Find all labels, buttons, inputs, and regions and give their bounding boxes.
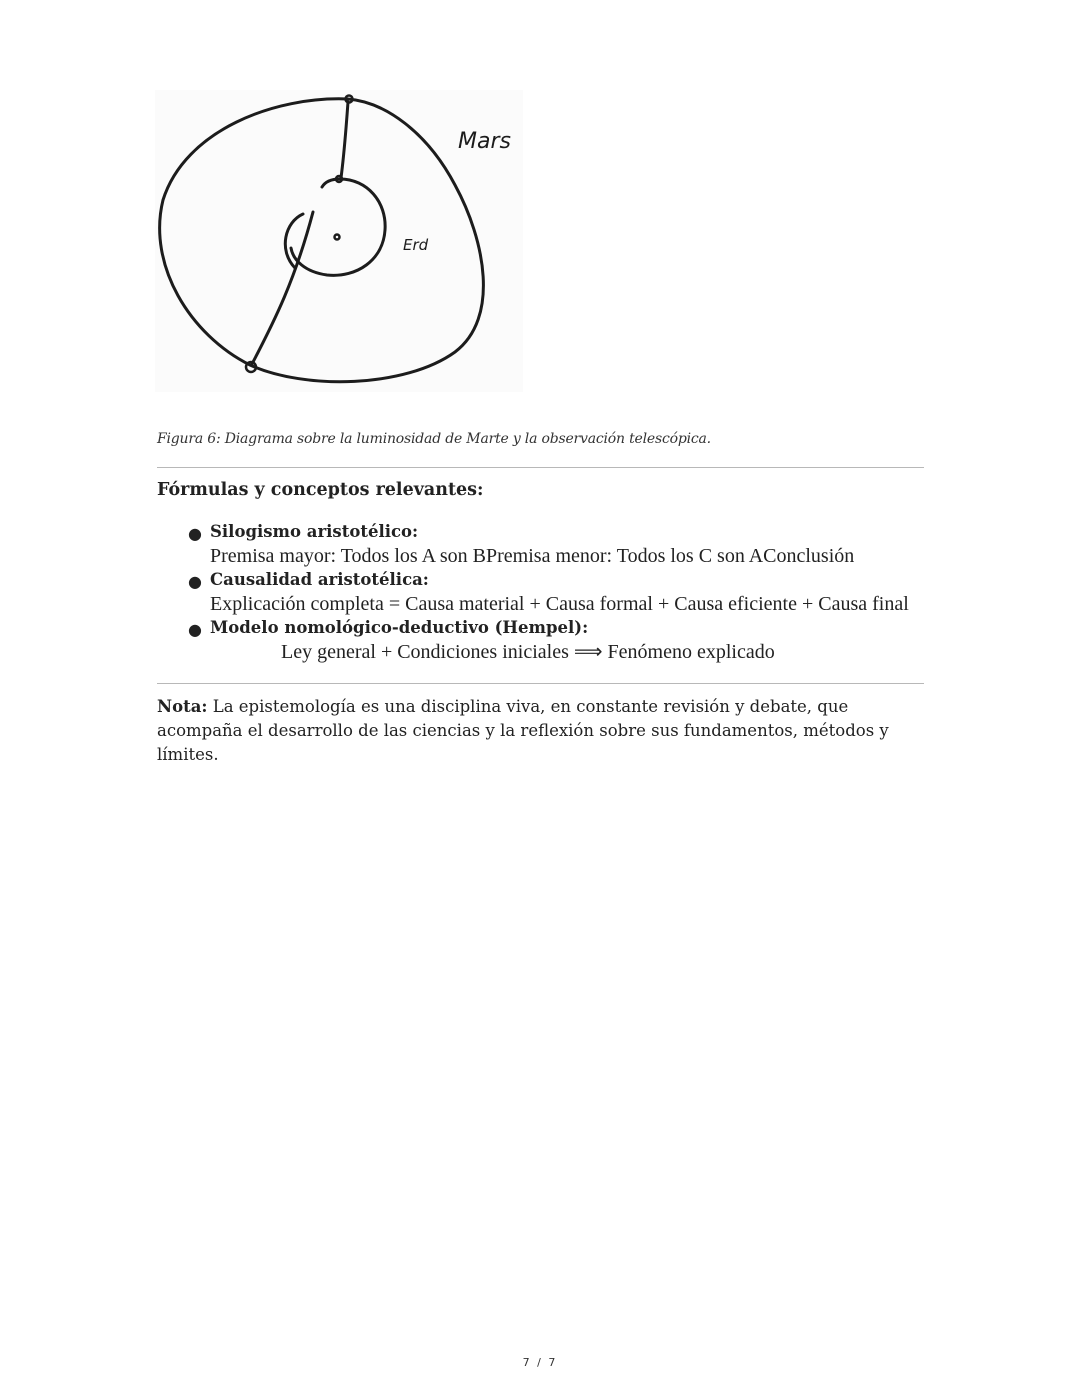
label-earth: Erd	[403, 236, 429, 254]
page-number: 7 / 7	[522, 1356, 558, 1369]
concept-formula: Ley general + Condiciones iniciales ⟹ Fenómeno explicado	[281, 641, 775, 663]
note-label: Nota:	[157, 697, 208, 716]
divider-bottom	[157, 683, 924, 684]
list-item	[188, 616, 924, 664]
concept-formula: Premisa mayor: Todos los A son BPremisa menor: Todos los C son AConclusión	[210, 545, 855, 567]
bullet-icon: ●	[188, 572, 202, 591]
note-paragraph	[157, 695, 897, 767]
bullet-icon: ●	[188, 620, 202, 639]
section-heading: Fórmulas y conceptos relevantes:	[157, 480, 484, 500]
list-item	[188, 520, 924, 568]
concept-term: Causalidad aristotélica:	[210, 570, 429, 589]
concept-list	[188, 520, 924, 664]
bullet-icon: ●	[188, 524, 202, 543]
list-item	[188, 568, 924, 616]
note-text: La epistemología es una disciplina viva, en constante revisión y debate, que acompaña el desarrollo de las ciencias y la reflexión sobre sus fundamentos, métodos y límites.	[157, 697, 889, 764]
divider-top	[157, 467, 924, 468]
concept-term: Silogismo aristotélico:	[210, 522, 419, 541]
concept-formula: Explicación completa = Causa material + Causa formal + Causa eficiente + Causa final	[210, 593, 909, 615]
concept-term: Modelo nomológico-deductivo (Hempel):	[210, 618, 589, 637]
mars-orbit-sketch	[155, 90, 523, 392]
figure-caption: Figura 6: Diagrama sobre la luminosidad de Marte y la observación telescópica.	[157, 431, 711, 447]
label-mars: Mars	[458, 129, 511, 154]
